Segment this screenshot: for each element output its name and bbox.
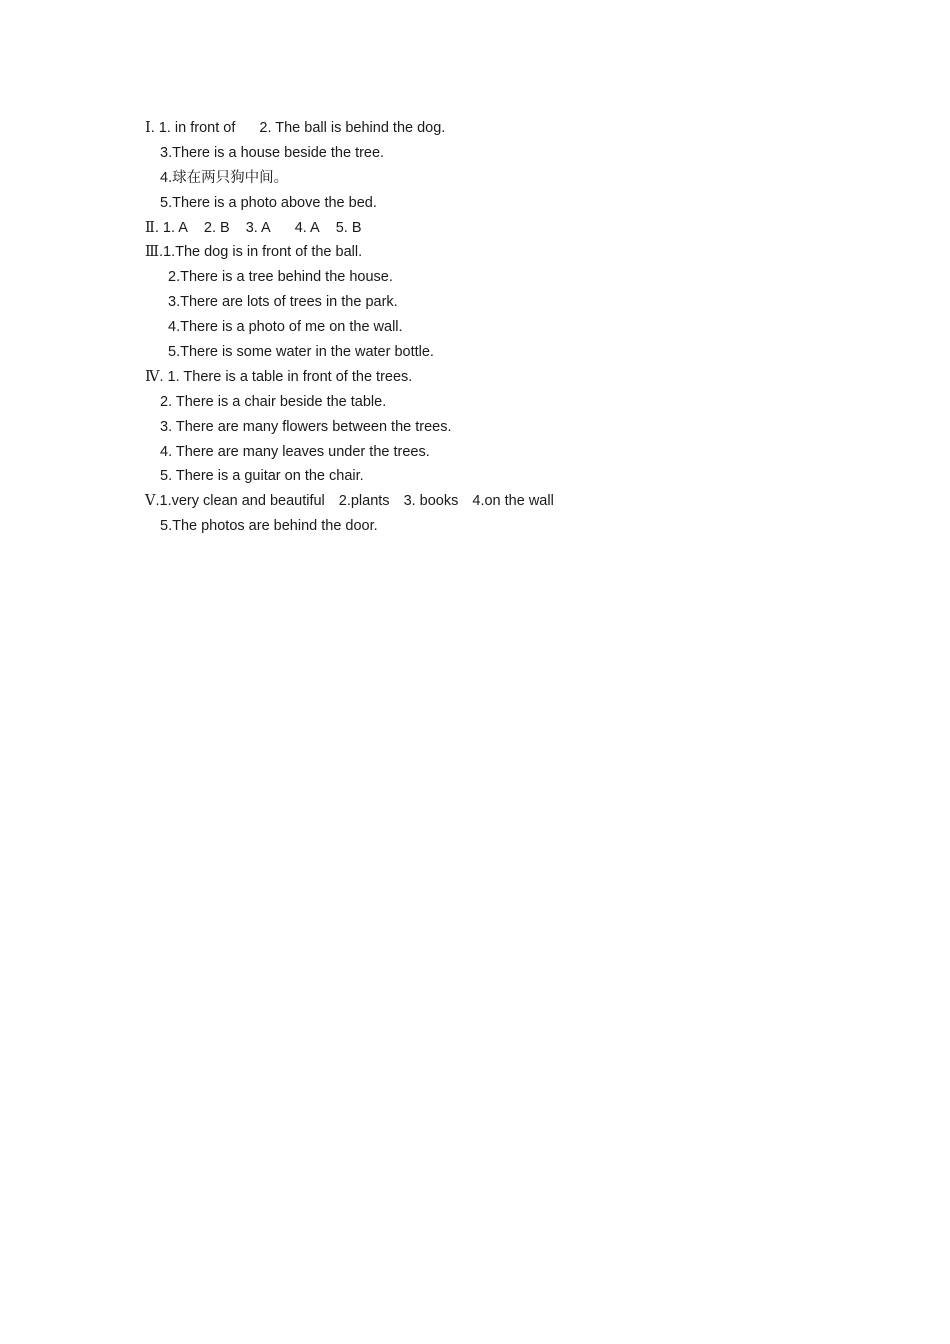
section-4-line-2: 2. There is a chair beside the table.	[160, 393, 387, 410]
section-1-answer-4-text: 球在两只狗中间。	[172, 169, 289, 186]
answer-key	[145, 116, 845, 539]
section-4-line-5: 5. There is a guitar on the chair.	[160, 468, 364, 485]
section-1-answer-1: . 1. in front of	[150, 120, 236, 136]
section-5-answer-2: 2.plants	[338, 493, 390, 510]
section-2-answer-3: 3. A	[245, 219, 271, 236]
section-1-line-2: 3.There is a house beside the tree.	[160, 144, 385, 161]
section-1-line-1	[145, 116, 845, 141]
section-4-line-1	[145, 365, 845, 390]
section-1-answer-4-number: 4.	[160, 169, 173, 186]
section-2-answer-5: 5. B	[335, 219, 362, 236]
section-5-answer-3: 3. books	[403, 493, 459, 510]
section-4-numeral: Ⅳ	[145, 368, 160, 385]
section-3-answer-1: .1.The dog is in front of the ball.	[158, 244, 363, 261]
section-5-line-1	[145, 489, 845, 514]
section-3-line-2: 2.There is a tree behind the house.	[168, 269, 393, 286]
section-4-line-4: 4. There are many leaves under the trees.	[160, 443, 430, 460]
section-3-line-1	[145, 240, 845, 265]
section-3-line-5: 5.There is some water in the water bottle.	[168, 344, 434, 361]
section-5-answer-1: .1.very clean and beautiful	[155, 493, 325, 510]
section-1-line-3	[145, 166, 845, 191]
section-1-line-4: 5.There is a photo above the bed.	[160, 194, 377, 211]
section-2-numeral: Ⅱ	[145, 219, 155, 236]
section-1-numeral: Ⅰ	[145, 120, 151, 136]
section-5-line-2: 5.The photos are behind the door.	[160, 518, 378, 535]
section-2-answer-4: 4. A	[294, 219, 320, 236]
section-5-answer-4: 4.on the wall	[472, 493, 554, 510]
section-1-answer-2: 2. The ball is behind the dog.	[259, 120, 446, 136]
section-3-numeral: Ⅲ	[145, 244, 159, 261]
section-4-line-3: 3. There are many flowers between the trees.	[160, 418, 452, 435]
section-4-answer-1: . 1. There is a table in front of the trees.	[159, 368, 413, 385]
section-2-line-1	[145, 216, 845, 241]
section-3-line-4: 4.There is a photo of me on the wall.	[168, 319, 403, 336]
section-2-answer-1: . 1. A	[154, 219, 188, 236]
section-3-line-3: 3.There are lots of trees in the park.	[168, 294, 398, 311]
section-5-numeral: Ⅴ	[145, 493, 156, 510]
section-2-answer-2: 2. B	[203, 219, 230, 236]
